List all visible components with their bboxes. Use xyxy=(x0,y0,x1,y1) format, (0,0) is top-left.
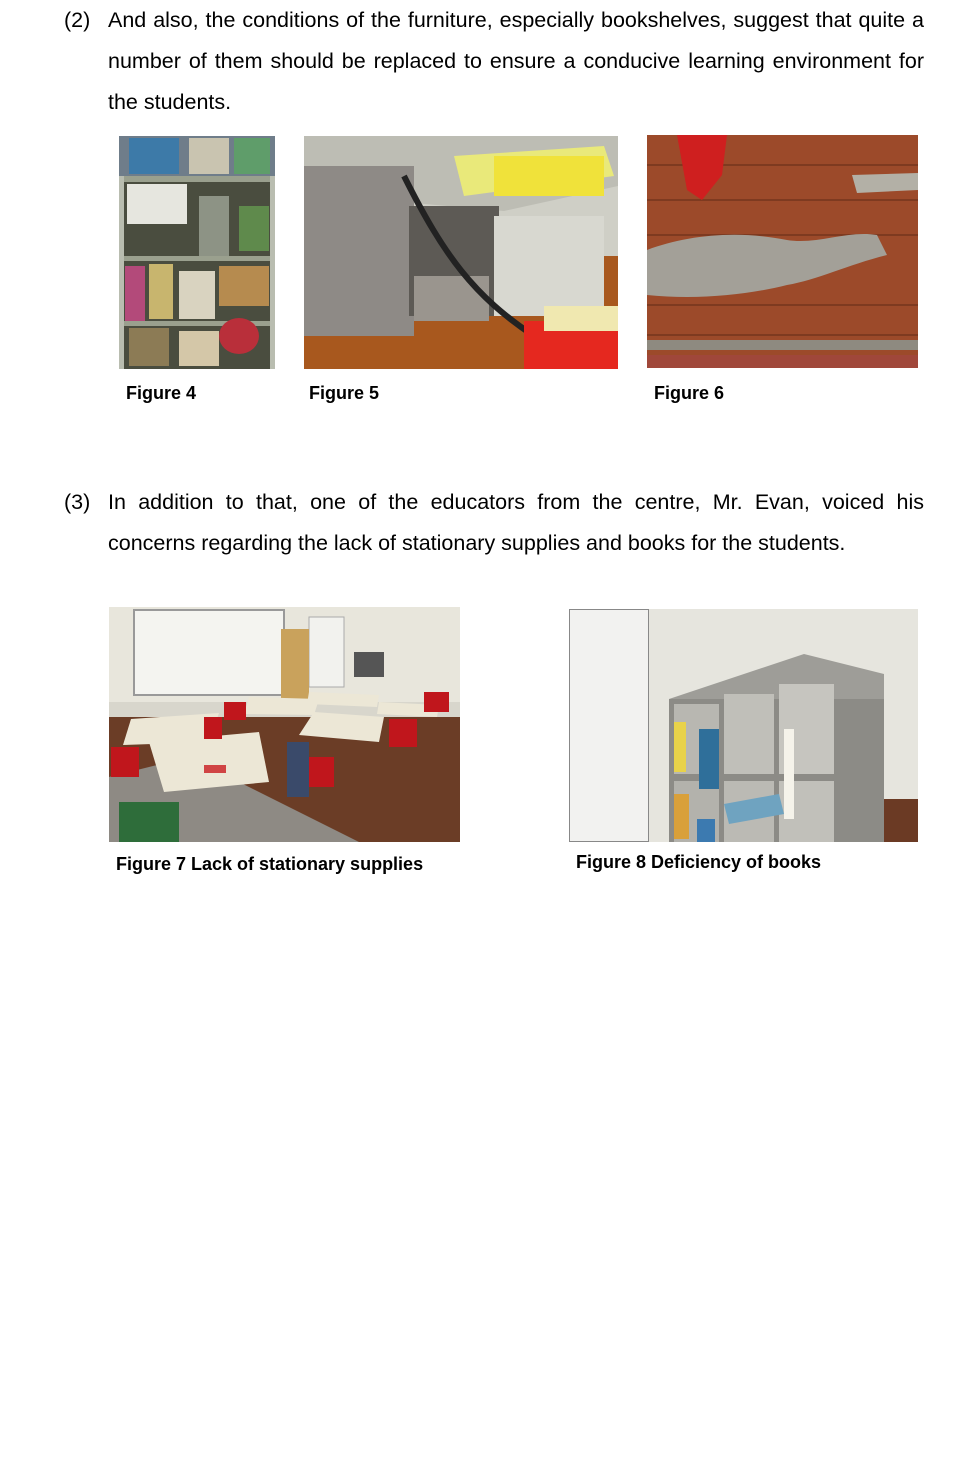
figure-5-caption: Figure 5 xyxy=(309,383,380,403)
paragraph-text: And also, the conditions of the furniture, especially bookshelves, suggest that quite a number of them should be replaced to ensure a conducive learning environment for the students. xyxy=(108,8,924,114)
figure-7-caption: Figure 7 Lack of stationary supplies xyxy=(116,854,424,874)
paragraph-number: (3) xyxy=(64,490,91,514)
figure-4-image xyxy=(119,136,275,369)
figure-8-image xyxy=(569,609,918,842)
paragraph-text: In addition to that, one of the educators from the centre, Mr. Evan, voiced his concerns regarding the lack of stationary supplies and books for the students. xyxy=(108,490,924,555)
figure-7-image xyxy=(109,607,460,842)
figure-5-image xyxy=(304,136,618,369)
figure-6-image xyxy=(647,135,918,368)
paragraph-2 xyxy=(64,0,924,123)
paragraph-number: (2) xyxy=(64,8,91,32)
figure-8-caption: Figure 8 Deficiency of books xyxy=(576,852,822,872)
figure-6-caption: Figure 6 xyxy=(654,383,725,403)
figure-4-caption: Figure 4 xyxy=(126,383,197,403)
paragraph-3 xyxy=(64,482,924,564)
